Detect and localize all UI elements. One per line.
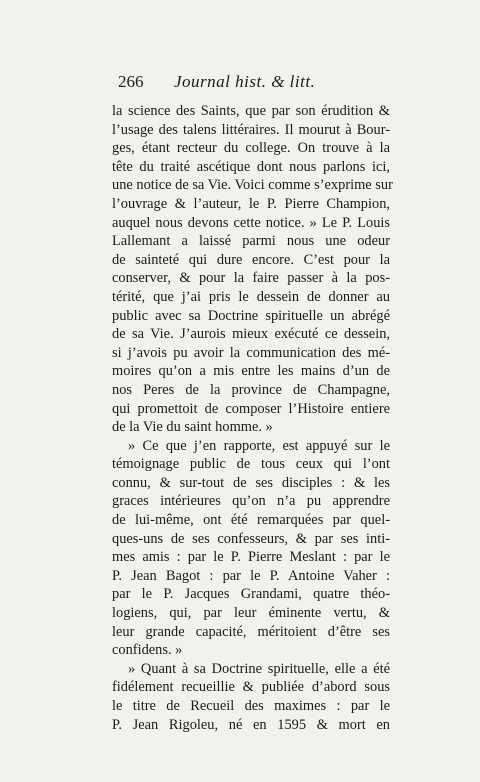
text-line: l’ouvrage & l’auteur, le P. Pierre Champion, — [112, 195, 390, 212]
text-line: moires qu’on a mis entre les mains d’un de — [112, 363, 390, 380]
text-line: » Ce que j’en rapporte, est appuyé sur le — [128, 437, 390, 454]
text-line: ques-uns de ses confesseurs, & par ses inti- — [112, 530, 390, 547]
text-line: P. Jean Bagot : par le P. Antoine Vaher : — [112, 567, 390, 584]
text-line: auquel nous devons cette notice. » Le P. Louis — [112, 214, 390, 231]
text-line: si j’avois pu avoir la communication des mé- — [112, 344, 390, 361]
page-number: 266 — [118, 72, 144, 91]
text-line: par le P. Jacques Grandami, quatre théo- — [112, 586, 390, 603]
body-text — [112, 102, 393, 734]
text-line: graces intérieures qu’on n’a pu apprendre — [112, 493, 390, 510]
text-line: de sa Vie. J’aurois mieux exécuté ce dessein, — [112, 326, 390, 343]
page-header — [118, 72, 390, 94]
text-line: de sainteté qui dure encore. C’est pour la — [112, 251, 390, 268]
running-head: Journal hist. & litt. — [174, 72, 316, 91]
text-line: public avec sa Doctrine spirituelle un abrégé — [112, 307, 390, 324]
text-line: connu, & sur-tout de ses disciples : & les — [112, 474, 390, 491]
text-line: l’usage des talens littéraires. Il mourut à Bour- — [112, 121, 390, 138]
text-line: de lui-même, ont été remarquées par quel- — [112, 512, 390, 529]
text-line: confidens. » — [112, 642, 183, 659]
text-line: » Quant à sa Doctrine spirituelle, elle a été — [128, 660, 390, 677]
text-line: qui promettoit de composer l’Histoire entiere — [112, 400, 390, 417]
text-line: P. Jean Rigoleu, né en 1595 & mort en — [112, 716, 390, 733]
text-line: témoignage public de tous ceux qui l’ont — [112, 456, 390, 473]
text-line: ges, étant recteur du college. On trouve à la — [112, 140, 390, 157]
text-line: le titre de Recueil des maximes : par le — [112, 698, 390, 714]
text-line: la science des Saints, que par son érudition & — [112, 103, 390, 119]
text-line: nos Peres de la province de Champagne, — [112, 381, 390, 398]
text-line: conserver, & pour la faire passer à la pos- — [112, 270, 390, 287]
text-line: fidélement recueillie & publiée d’abord sous — [112, 679, 390, 696]
text-line: térité, que j’ai pris le dessein de donner au — [112, 288, 390, 305]
text-line: Lallemant a laissé parmi nous une odeur — [112, 233, 390, 250]
text-line: logiens, qui, par leur éminente vertu, & — [112, 605, 390, 622]
text-line: de la Vie du saint homme. » — [112, 419, 273, 436]
text-line: mes amis : par le P. Pierre Meslant : par le — [112, 549, 390, 566]
text-line: une notice de sa Vie. Voici comme s’exprime sur — [112, 177, 393, 194]
text-line: tête du traité ascétique dont nous parlons ici, — [112, 158, 390, 175]
text-line: leur grande capacité, méritoient d’être ses — [112, 623, 390, 640]
